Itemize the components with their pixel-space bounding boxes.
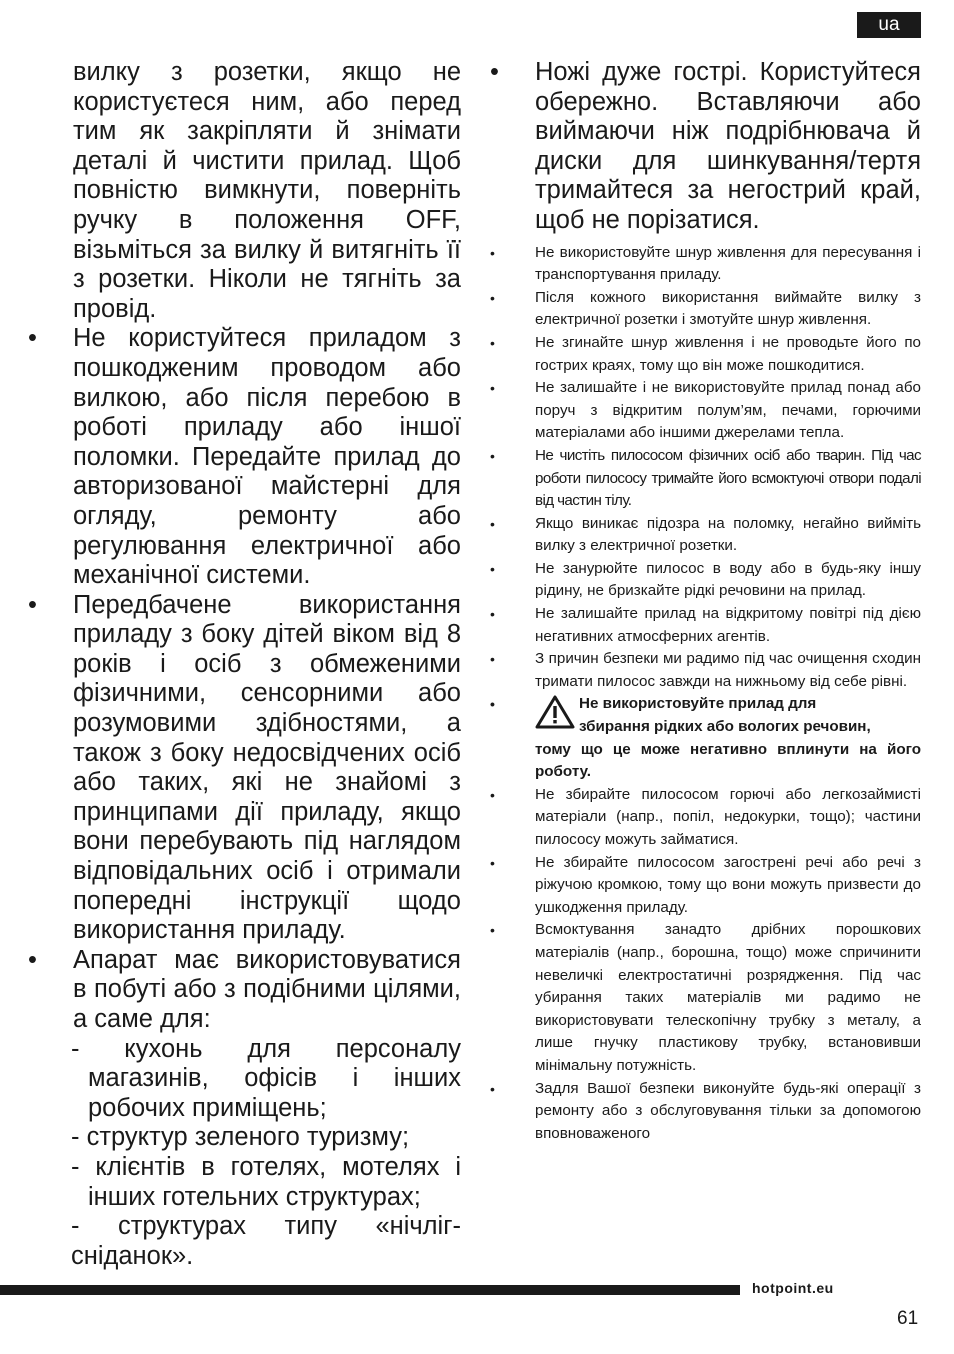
list-item-text: Не занурюйте пилосос в воду або в будь-яку іншу рідину, не бризкайте рідкі речовини на прилад. [535,559,921,600]
list-item-text: Всмоктування занадто дрібних порошкових матеріалів (напр., борошна, тощо) може спричинити невеличкі електростатичні розрядження. Під час убирання таких матеріалів ми радимо не використовувати телескопічну трубку з металу, а лише гнучку пластикову трубку, встановивши мінімальну потужність. [535,921,921,1074]
list-item-text: Якщо виникає підозра на поломку, негайно вийміть вилку з електричної розетки. [535,514,921,555]
bullet: • [490,380,495,397]
warning-line-2: збирання рідких або вологих речовин, [579,718,871,736]
list-item-text: Не чистіть пилососом фізичних осіб або тварин. Під час роботи пилососу тримайте його всмоктуючі отвори подалі від частин тілу. [535,446,921,510]
sub-list-item: - клієнтів в готелях, мотелях і інших готельних структурах; [71,1152,461,1211]
left-column [28,58,461,1271]
list-item [490,852,921,920]
bullet: • [490,515,495,532]
sub-list-item: - структурах типу «нічліг-сніданок». [71,1212,461,1270]
list-item [28,591,461,946]
sub-list-item: - структур зеленого туризму; [71,1123,410,1152]
list-item-text: Не залишайте і не використовуйте прилад понад або поруч з відкритим полум’ям, печами, горючими матеріалами або іншими джерелами тепла. [535,379,921,442]
right-column [490,58,921,1145]
bullet: • [490,244,495,261]
sub-list-item: - кухонь для персоналу магазинів, офісів і інших робочих приміщень; [71,1034,461,1122]
list-item [490,919,921,1077]
list-item-text: Передбачене використання приладу з боку дітей віком від 8 років і осіб з обмеженими фізичними, сенсорними або розумовими здібностями, а також з боку недосвідчених осіб або таких, які не знайомі з принципами дії приладу, якщо вони перебувають під наглядом відповідальних осіб і отримали попередні інструкції щодо використання приладу. [73,590,461,945]
list-item-text: Не збирайте пилососом горючі або легкозаймисті матеріали (напр., попіл, недокурки, тощо); частини пилососу можуть займатися. [535,785,921,848]
list-item-text: Не користуйтеся приладом з пошкодженим проводом або вилкою, або після перебою в роботі приладу або іншої поломки. Передайте прилад до авторизованої майстерні для огляду, ремонту або регулювання електричної або механічної системи. [73,324,461,590]
bullet: • [490,606,495,623]
bullet: • [490,289,495,306]
warning-triangle-icon [535,695,575,729]
list-item [490,648,921,693]
bullet: • [490,334,495,351]
bullet: • [490,1080,495,1097]
list-item-text: Ножі дуже гострі. Користуйтеся обережно. Вставляючи або виймаючи ніж подрібнювача й диски для шинкування/тертя тримайтеся за негострий край, щоб не порізатися. [535,58,921,234]
list-item [490,558,921,603]
list-item [490,1078,921,1146]
list-item [490,287,921,332]
bullet: • [28,324,37,353]
list-item-text: Після кожного використання виймайте вилку з електричної розетки і змотуйте шнур живлення. [535,288,921,329]
warning-list-item [490,693,921,783]
list-item [490,242,921,287]
warning-line-1: Не використовуйте прилад для [579,695,817,713]
warning-header [535,693,921,738]
list-item [28,946,461,1035]
list-item-text: Апарат має використовуватися в побуті або з подібними цілями, а саме для: [73,945,461,1033]
list-item [490,445,921,513]
bullet: • [490,854,495,871]
bullet: • [490,560,495,577]
list-item [490,377,921,445]
footer-rule [0,1285,740,1295]
list-item [28,324,461,590]
footer-brand: hotpoint.eu [752,1280,834,1296]
list-item-text: Не використовуйте шнур живлення для пересування і транспортування приладу. [535,243,921,284]
bullet: • [28,945,37,974]
bullet: • [28,590,37,619]
list-item [490,603,921,648]
list-item [490,58,921,236]
warning-text: тому що це може негативно вплинути на його роботу. [535,740,921,781]
list-item-text: Задля Вашої безпеки виконуйте будь-які операції з ремонту або з обслуговування тільки за допомогою вповноваженого [535,1079,921,1142]
language-badge: ua [857,12,921,38]
bullet: • [490,696,495,713]
list-item-text: Не залишайте прилад на відкритому повітрі під дією негативних атмосферних агентів. [535,605,921,645]
list-item-text: Не згинайте шнур живлення і не проводьте його по гострих краях, тому що він може пошкодитися. [535,333,921,374]
list-item [490,513,921,558]
page-number: 61 [897,1308,919,1329]
list-item-text: Не збирайте пилососом загострені речі або речі з ріжучою кромкою, тому що вони можуть призвести до ушкодження приладу. [535,853,921,916]
bullet: • [490,922,495,939]
list-item [490,332,921,377]
bullet: • [490,58,499,86]
bullet: • [490,786,495,803]
list-item-text: З причин безпеки ми радимо під час очищення сходин тримати пилосос завжди на нижньому від себе рівні. [535,650,921,690]
continued-paragraph: вилку з розетки, якщо не користуєтеся ним, або перед тим як закріпляти й знімати деталі й чистити прилад. Щоб повністю вимкнути, поверніть ручку в положення OFF, візьміться за вилку й витягніть її з розетки. Ніколи не тягніть за провід. [73,58,461,323]
list-item [490,784,921,852]
bullet: • [490,447,495,464]
bullet: • [490,651,495,668]
